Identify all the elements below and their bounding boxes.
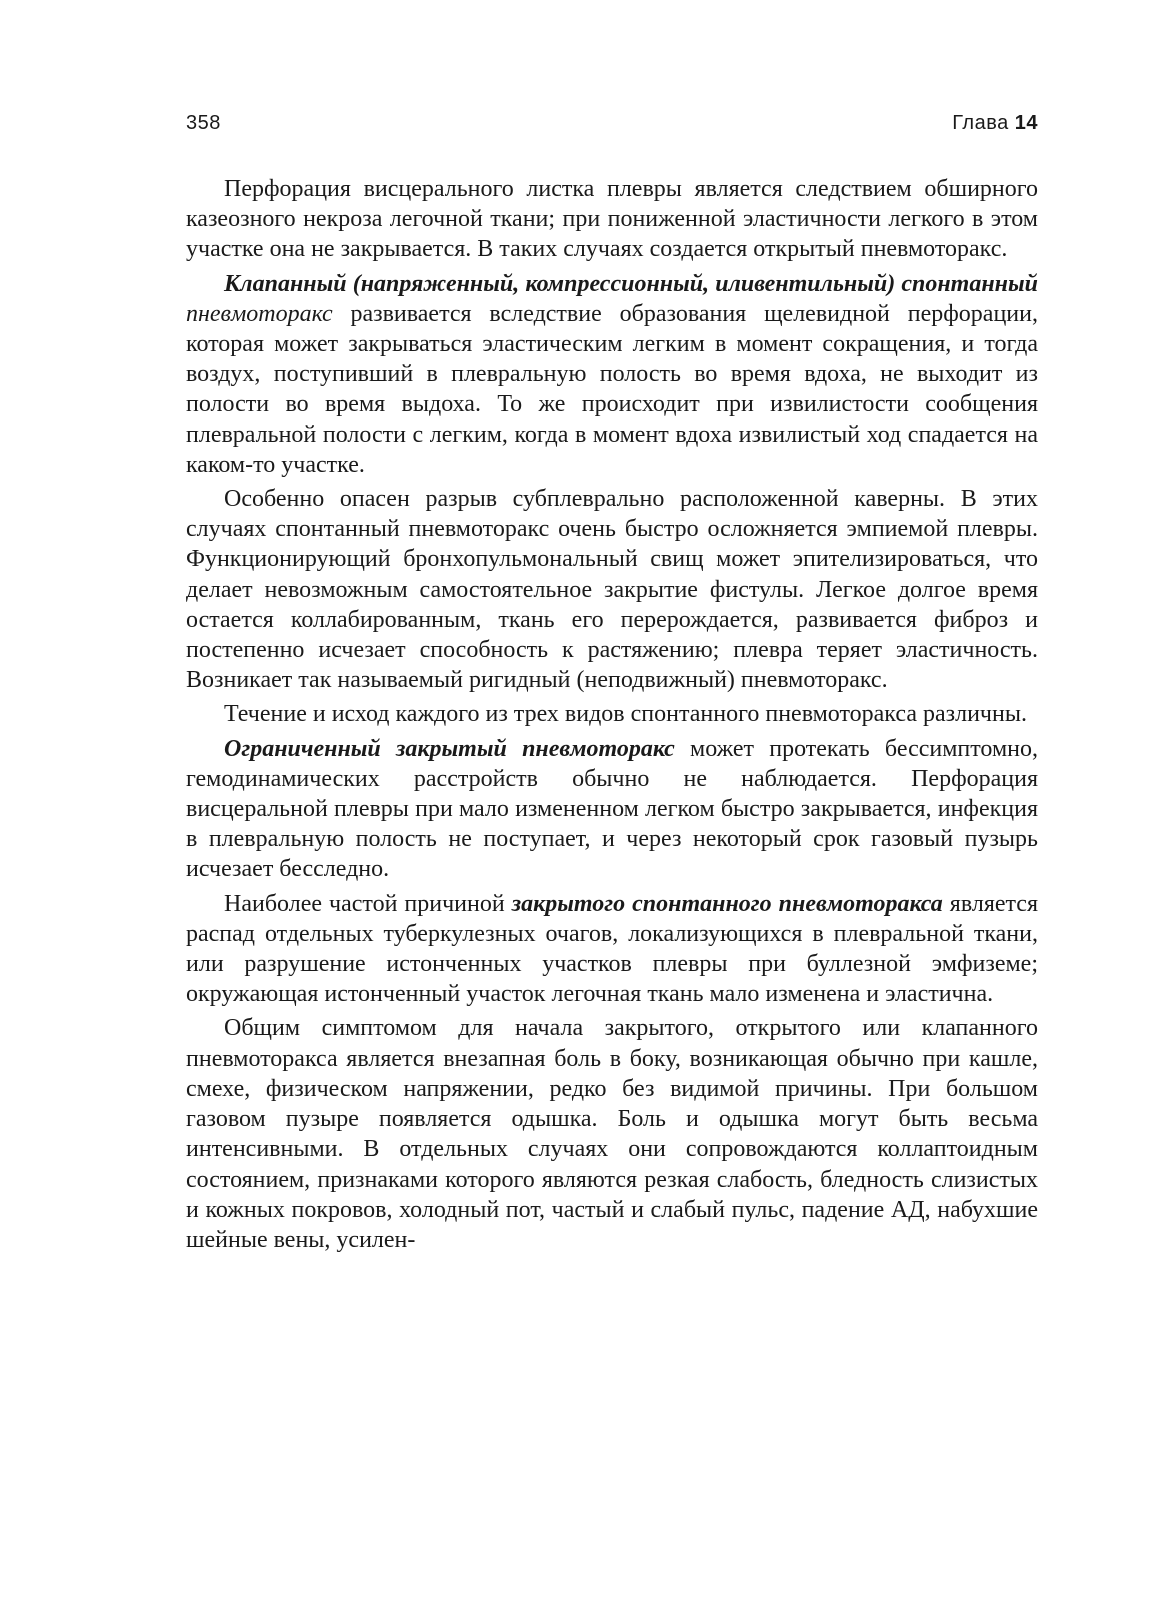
- page-number: 358: [186, 112, 221, 134]
- paragraph-term-continued: пневмоторакс: [186, 300, 333, 327]
- running-head: [186, 112, 1038, 142]
- paragraph: [186, 269, 1038, 480]
- paragraph: [186, 1013, 1038, 1255]
- paragraph: [186, 699, 1038, 729]
- paragraph-text: может протекать бессимптомно, гемодинамических расстройств обычно не наблюдается. Перфорация висцеральной плевры при мало измененном легком быстро закрывается, инфекция в плевральную полость не поступает, и через некоторый срок газовый пузырь исчезает бесследно.: [186, 735, 1038, 883]
- chapter-label: Глава: [952, 112, 1009, 134]
- chapter-number: 14: [1014, 112, 1038, 134]
- paragraph: [186, 734, 1038, 885]
- paragraph-term: закрытого спонтанного пневмоторакса: [511, 890, 943, 917]
- paragraph-term: Ограниченный закрытый пневмоторакс: [224, 735, 675, 762]
- paragraph-lead-text: Наиболее частой причиной: [224, 890, 512, 917]
- paragraph: [186, 889, 1038, 1010]
- paragraph-text: Особенно опасен разрыв субплеврально расположенной каверны. В этих случаях спонтанный пневмоторакс очень быстро осложняется эмпиемой плевры. Функционирующий бронхопульмональный свищ может эпителизироваться, что делает невозможным самостоятельное закрытие фистулы. Легкое долгое время остается коллабированным, ткань его перерождается, развивается фиброз и постепенно исчезает способность к растяжению; плевра теряет эластичность. Возникает так называемый ригидный (неподвижный) пневмоторакс.: [186, 486, 1038, 694]
- paragraph-text: является распад отдельных туберкулезных очагов, локализующихся в плевральной ткани, или разрушение истонченных участков плевры при буллезной эмфиземе; окружающая истонченный участок легочная ткань мало изменена и эластична.: [186, 890, 1038, 1008]
- paragraph-text: развивается вследствие образования щелевидной перфорации, которая может закрываться эластическим легким в момент сокращения, и тогда воздух, поступивший в плевральную полость во время вдоха, не выходит из полости во время выдоха. То же происходит при извилистости сообщения плевральной полости с легким, когда в момент вдоха извилистый ход спадается на каком-то участке.: [186, 300, 1038, 478]
- paragraph-text: Общим симптомом для начала закрытого, открытого или клапанного пневмоторакса является внезапная боль в боку, возникающая обычно при кашле, смехе, физическом напряжении, редко без видимой причины. При большом газовом пузыре появляется одышка. Боль и одышка могут быть весьма интенсивными. В отдельных случаях они сопровождаются коллаптоидным состоянием, признаками которого являются резкая слабость, бледность слизистых и кожных покровов, холодный пот, частый и слабый пульс, падение АД, набухшие шейные вены, усилен-: [186, 1015, 1038, 1253]
- paragraph: [186, 174, 1038, 265]
- chapter-heading: [952, 112, 1038, 135]
- paragraph: [186, 484, 1038, 695]
- paragraph-text: Перфорация висцерального листка плевры является следствием обширного казеозного некроза легочной ткани; при пониженной эластичности легкого в этом участке она не закрывается. В таких случаях создается открытый пневмоторакс.: [186, 176, 1038, 263]
- paragraph-text: Течение и исход каждого из трех видов спонтанного пневмоторакса различны.: [224, 701, 1027, 728]
- body-text: [186, 174, 1038, 1259]
- paragraph-term: Клапанный (напряженный, компрессионный, иливентильный) спонтанный: [224, 270, 1038, 297]
